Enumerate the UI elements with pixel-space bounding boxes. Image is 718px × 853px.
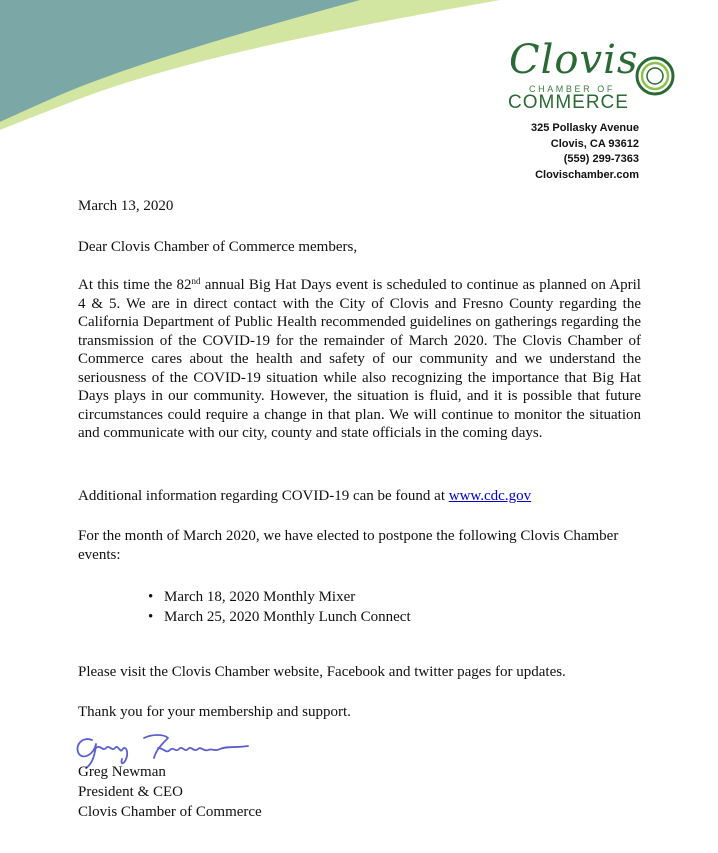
logo-ring-icon [633, 54, 677, 98]
event-label: March 25, 2020 Monthly Lunch Connect [164, 609, 411, 625]
clovis-chamber-logo [505, 38, 685, 116]
signer-title: President & CEO [78, 784, 183, 800]
letter-body-paragraph [78, 276, 641, 443]
signer-organization: Clovis Chamber of Commerce [78, 804, 262, 820]
postpone-paragraph: For the month of March 2020, we have elected to postpone the following Clovis Chamber events: [78, 528, 619, 563]
thanks-paragraph: Thank you for your membership and support. [78, 704, 351, 720]
address-city: Clovis, CA 93612 [550, 137, 639, 150]
event-item-mixer [148, 587, 411, 607]
bullet-icon: • [148, 589, 154, 605]
address-street: 325 Pollasky Avenue [530, 122, 639, 134]
bullet-icon: • [148, 609, 154, 625]
body-text-rest: annual Big Hat Days event is scheduled to continue as planned on April 4 & 5. We are in direct contact with the City of Clovis and Fresno County regarding the California Department of Public Health recommended guidelines on gatherings regarding the transmission of the COVID-19 for the remainder of March 2020. The Clovis Chamber of Commerce cares about the health and safety of our community and we understand the seriousness of the COVID-19 situation while also recognizing the importance that Big Hat Days plays in our community. However, the situation is fluid, and it is possible that future circumstances could require a change in that plan. We will continue to monitor the situation and communicate with our city, county and state officials in the coming days. [78, 277, 641, 441]
ordinal-suffix: nd [191, 276, 201, 286]
body-text-start: At this time the 82 [78, 277, 192, 293]
signer-name: Greg Newman [78, 764, 166, 780]
logo-commerce-text: COMMERCE [508, 92, 629, 113]
info-text: Additional information regarding COVID-19 can be found at [78, 488, 449, 504]
letter-date: March 13, 2020 [78, 198, 174, 214]
address-website: Clovischamber.com [535, 168, 639, 181]
info-paragraph [78, 487, 531, 506]
letter-salutation: Dear Clovis Chamber of Commerce members, [78, 239, 358, 255]
postponed-events-list [148, 587, 411, 627]
event-item-lunch-connect [148, 607, 411, 627]
signer-block [78, 762, 262, 822]
cdc-link[interactable]: www.cdc.gov [448, 488, 532, 504]
visit-paragraph: Please visit the Clovis Chamber website, Facebook and twitter pages for updates. [78, 664, 566, 680]
event-label: March 18, 2020 Monthly Mixer [164, 589, 356, 605]
address-phone: (559) 299-7363 [563, 153, 639, 165]
letterhead-address [531, 121, 639, 183]
logo-chamber-of-text: CHAMBER OF [529, 84, 616, 94]
logo-script-text: Clovis [509, 37, 639, 83]
